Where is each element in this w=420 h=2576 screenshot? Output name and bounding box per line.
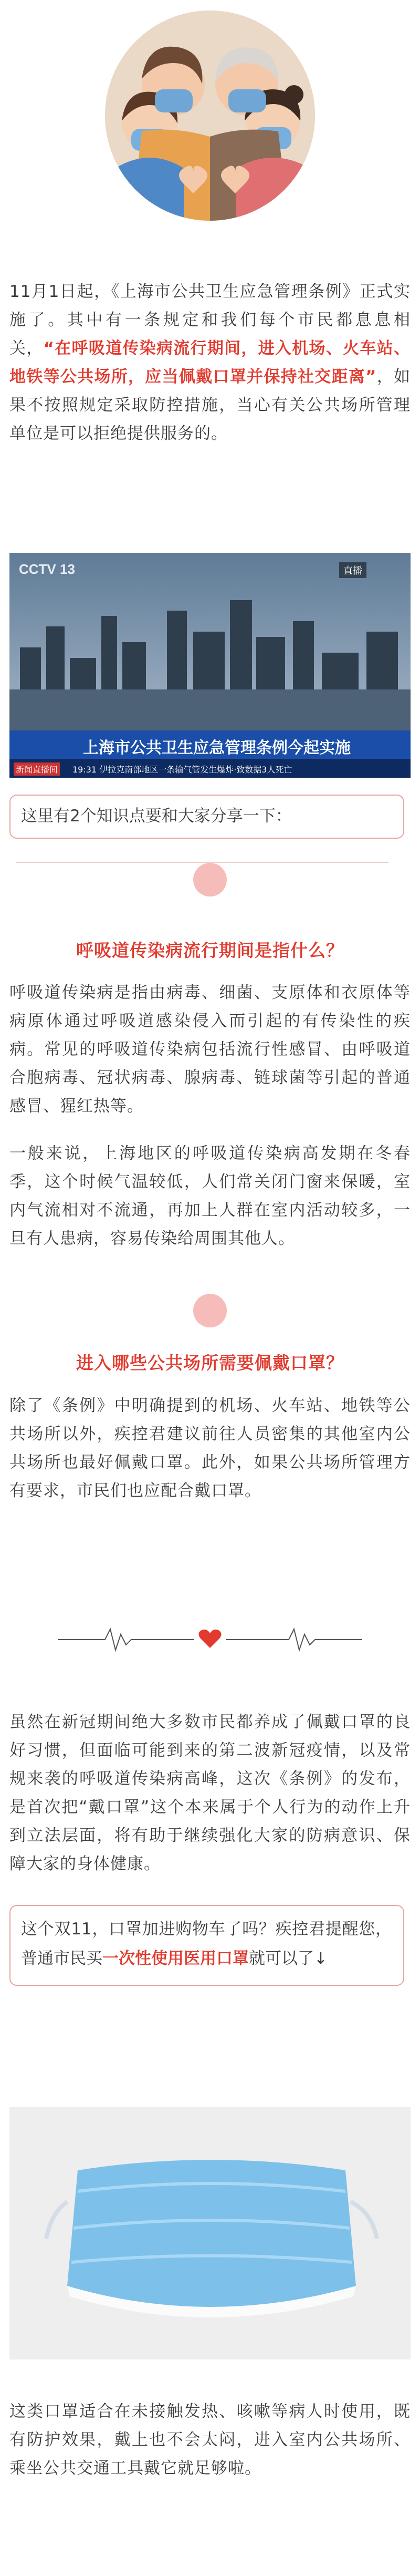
closing-paragraph: 虽然在新冠期间绝大多数市民都养成了佩戴口罩的良好习惯，但面临可能到来的第二波新冠疫情，以及常规来袭的呼吸道传染病高峰，这次《条例》的发布，是首次把“戴口罩”这个本来属于个人行为的动作上升到立法层面，将有助于继续强化大家的防病意识、保障大家的身体健康。 bbox=[9, 1713, 411, 1873]
pink-dot bbox=[193, 863, 227, 897]
intro-quote: “在呼吸道传染病流行期间，进入机场、火车站、地铁等公共场所，应当佩戴口罩并保持社交距离” bbox=[9, 339, 411, 386]
headline-text: 上海市公共卫生应急管理条例今起实施 bbox=[83, 739, 351, 757]
pink-dot bbox=[193, 1294, 227, 1327]
share-intro-text: 这里有2个知识点要和大家分享一下： bbox=[21, 807, 292, 826]
q2-paragraph-1: 除了《条例》中明确提到的机场、火车站、地铁等公共场所以外，疾控君建议前往人员密集的其他室内公共场所也最好佩戴口罩。此外，如果公共场所管理方有要求，市民们也应配合戴口罩。 bbox=[9, 1396, 411, 1500]
headline-bar bbox=[9, 730, 411, 759]
surgical-mask-photo bbox=[9, 2107, 411, 2359]
news-broadcast-photo bbox=[9, 553, 411, 778]
q1-paragraph-1: 呼吸道传染病是指由病毒、细菌、支原体和衣原体等病原体通过呼吸道感染侵入而引起的有传染性的疾病。常见的呼吸道传染病包括流行性感冒、由呼吸道合胞病毒、冠状病毒、腺病毒、链球菌等引起的普通感冒、猩红热等。 bbox=[9, 983, 411, 1116]
ticker-text: 19:31 伊拉克南部地区一条输气管发生爆炸·致数据3人死亡 bbox=[72, 765, 292, 775]
ticker-tag: 新闻直播间 bbox=[14, 763, 60, 776]
q2-title: 进入哪些公共场所需要佩戴口罩？ bbox=[76, 1353, 344, 1373]
divider bbox=[16, 862, 388, 863]
reminder-highlight: 一次性使用医用口罩 bbox=[102, 1949, 249, 1968]
intro-paragraph: 11月1日起，《上海市公共卫生应急管理条例》正式实施了。其中有一条规定和我们每个市民都息息相关，“在呼吸道传染病流行期间，进入机场、火车站、地铁等公共场所，应当佩戴口罩并保持社交距离”，如果不按照规定采取防控措施，当心有关公共场所管理单位是可以拒绝提供服务的。 bbox=[9, 282, 411, 443]
ticker-bar bbox=[9, 759, 411, 778]
q1-paragraph-2: 一般来说，上海地区的呼吸道传染病高发期在冬春季，这个时候气温较低，人们常关闭门窗来保暖，室内气流相对不流通，再加上人群在室内活动较多，一旦有人患病，容易传染给周围其他人。 bbox=[9, 1144, 411, 1248]
share-intro-box bbox=[9, 795, 404, 839]
reminder-text: 这个双11，口罩加进购物车了吗？疾控君提醒您，普通市民买一次性使用医用口罩就可以了↓ bbox=[21, 1920, 392, 1968]
live-tag: 直播 bbox=[339, 562, 366, 578]
heart-icon bbox=[198, 1630, 221, 1648]
reminder-box bbox=[9, 1905, 404, 1986]
cctv-logo: CCTV 13 bbox=[19, 561, 75, 577]
heartbeat-line bbox=[58, 1624, 362, 1655]
q1-title: 呼吸道传染病流行期间是指什么？ bbox=[76, 940, 344, 961]
mask-paragraph: 这类口罩适合在未接触发热、咳嗽等病人时使用，既有防护效果，戴上也不会太闷，进入室内公共场所、乘坐公共交通工具戴它就足够啦。 bbox=[9, 2402, 411, 2478]
people-wearing-masks-illustration bbox=[105, 11, 315, 221]
